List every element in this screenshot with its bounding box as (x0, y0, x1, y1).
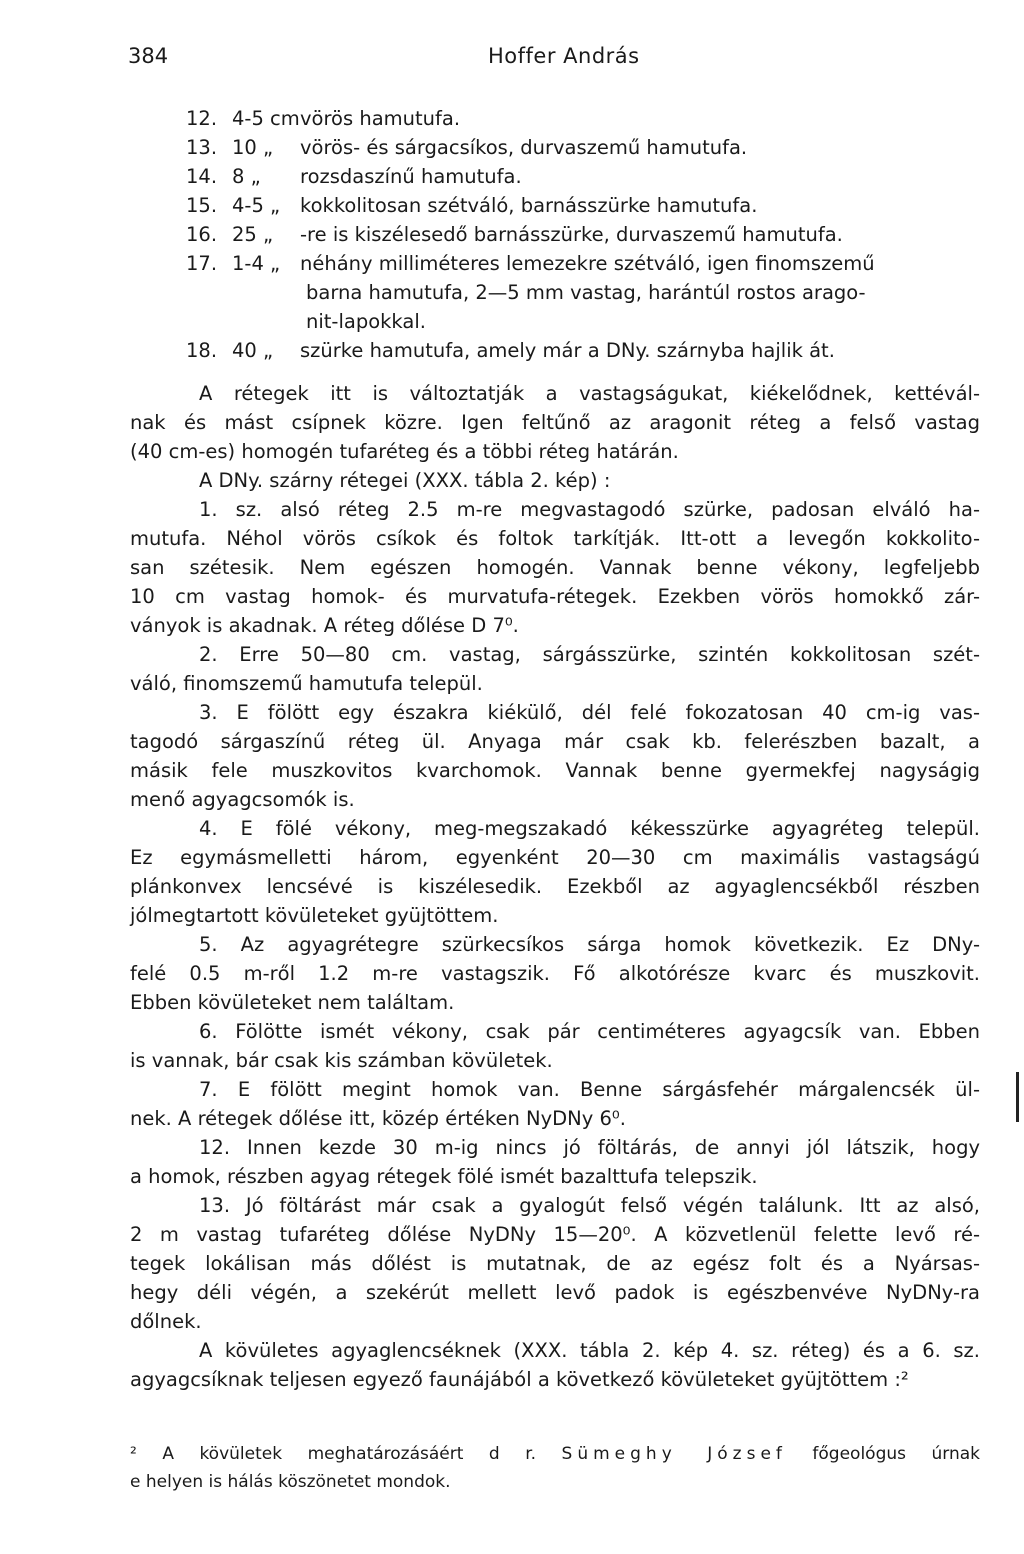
body-text (130, 379, 980, 1394)
text-line: A kövületes agyaglencséknek (XXX. tábla 2. kép 4. sz. réteg) és a 6. sz. (199, 1339, 980, 1362)
list-item-thickness: 1-4 „ (232, 252, 281, 275)
text-line: a homok, részben agyag rétegek fölé ismét bazalttufa telepszik. (130, 1165, 758, 1188)
footnote-line: e helyen is hálás köszönetet mondok. (130, 1472, 451, 1492)
text-line: 3. E fölött egy északra kiékülő, dél felé fokozatosan 40 cm-ig vas- (199, 701, 980, 724)
list-item (186, 133, 986, 162)
text-line: dőlnek. (130, 1310, 202, 1333)
list-item-text: szürke hamutufa, amely már a DNy. szárnyba hajlik át. (300, 339, 835, 362)
text-line: 2 m vastag tufaréteg dőlése NyDNy 15—20⁰. A közvetlenül felette levő ré- (130, 1223, 980, 1246)
text-line: nak és mást csípnek közre. Igen feltűnő az aragonit réteg a felső vastag (130, 411, 980, 434)
list-item-number: 12. (186, 107, 218, 130)
text-line: is vannak, bár csak kis számban kövületek. (130, 1049, 553, 1072)
text-line: A rétegek itt is változtatják a vastagságukat, kiékelődnek, kettévál- (199, 382, 980, 405)
list-item-number: 17. (186, 252, 218, 275)
list-item-thickness: 8 „ (232, 165, 261, 188)
list-item-text: -re is kiszélesedő barnásszürke, durvaszemű hamutufa. (300, 223, 843, 246)
text-line: tegek lokálisan más dőlést is mutatnak, de az egész folt és a Nyársas- (130, 1252, 980, 1275)
text-line: 4. E fölé vékony, meg-megszakadó kékesszürke agyagréteg települ. (199, 817, 980, 840)
list-item-number: 14. (186, 165, 218, 188)
list-item (186, 104, 986, 133)
text-line: 7. E fölött megint homok van. Benne sárgásfehér márgalencsék ül- (199, 1078, 980, 1101)
list-item-thickness: 25 „ (232, 223, 274, 246)
margin-mark (1016, 1072, 1019, 1122)
text-line: Ez egymásmelletti három, egyenként 20—30 cm maximális vastagságú (130, 846, 980, 869)
text-line: agyagcsíknak teljesen egyező faunájából a következő kövületeket gyüjtöttem :² (130, 1368, 909, 1391)
text-line: hegy déli végén, a szekérút mellett levő padok is egészbenvéve NyDNy-ra (130, 1281, 980, 1304)
page-header (0, 44, 1024, 74)
text-line: 1. sz. alsó réteg 2.5 m-re megvastagodó szürke, padosan elváló ha- (199, 498, 980, 521)
text-line: Ebben kövületeket nem találtam. (130, 991, 455, 1014)
text-line: mutufa. Néhol vörös csíkok és foltok tarkítják. Itt-ott a levegőn kokkolito- (130, 527, 980, 550)
list-item-text: vörös- és sárgacsíkos, durvaszemű hamutufa. (300, 136, 748, 159)
list-item-text: vörös hamutufa. (300, 107, 461, 130)
list-item-text: barna hamutufa, 2—5 mm vastag, harántúl rostos arago- (306, 281, 866, 304)
footnote-text: főgeológus úrnak (812, 1444, 981, 1464)
footnote-person-name: Sümeghy József (561, 1444, 787, 1464)
text-line: 2. Erre 50—80 cm. vastag, sárgásszürke, szintén kokkolitosan szét- (199, 643, 980, 666)
list-item-number: 16. (186, 223, 218, 246)
text-line: menő agyagcsomók is. (130, 788, 355, 811)
list-item-number: 13. (186, 136, 218, 159)
text-line: tagodó sárgaszínű réteg ül. Anyaga már csak kb. felerészben bazalt, a (130, 730, 980, 753)
list-item (186, 191, 986, 220)
list-item-number: 15. (186, 194, 218, 217)
list-item (186, 278, 986, 307)
text-line: váló, finomszemű hamutufa települ. (130, 672, 483, 695)
text-line: felé 0.5 m-ről 1.2 m-re vastagszik. Fő alkotórésze kvarc és muszkovit. (130, 962, 980, 985)
list-item (186, 249, 986, 278)
text-line: ványok is akadnak. A réteg dőlése D 7⁰. (130, 614, 519, 637)
text-line: 5. Az agyagrétegre szürkecsíkos sárga homok következik. Ez DNy- (199, 933, 980, 956)
text-line: 12. Innen kezde 30 m-ig nincs jó föltárás, de annyi jól látszik, hogy (199, 1136, 980, 1159)
text-line: plánkonvex lencsévé is kiszélesedik. Ezekből az agyaglencsékből részben (130, 875, 980, 898)
list-item-text: rozsdaszínű hamutufa. (300, 165, 522, 188)
list-item (186, 336, 986, 365)
text-line: jólmegtartott kövületeket gyüjtöttem. (130, 904, 499, 927)
footnote (130, 1440, 980, 1496)
text-line: másik fele muszkovitos kvarchomok. Vannak benne gyermekfej nagyságig (130, 759, 980, 782)
text-line: (40 cm-es) homogén tufaréteg és a többi réteg határán. (130, 440, 679, 463)
footnote-text: ² A kövületek meghatározásáért d r. (130, 1444, 537, 1464)
text-line: 6. Fölötte ismét vékony, csak pár centiméteres agyagcsík van. Ebben (199, 1020, 980, 1043)
list-item-number: 18. (186, 339, 218, 362)
text-line: 10 cm vastag homok- és murvatufa-rétegek. Ezekben vörös homokkő zár- (130, 585, 980, 608)
footnote-line (130, 1440, 980, 1468)
list-item-thickness: 10 „ (232, 136, 274, 159)
list-item-thickness: 40 „ (232, 339, 274, 362)
text-line: san szétesik. Nem egészen homogén. Vannak benne vékony, legfeljebb (130, 556, 980, 579)
layer-list (186, 104, 986, 365)
list-item (186, 162, 986, 191)
list-item-text: néhány milliméteres lemezekre szétváló, igen finomszemű (300, 252, 875, 275)
text-line: 13. Jó föltárást már csak a gyalogút felső végén találunk. Itt az alsó, (199, 1194, 980, 1217)
list-item-text: nit-lapokkal. (306, 310, 426, 333)
page-number: 384 (128, 44, 169, 68)
text-line: A DNy. szárny rétegei (XXX. tábla 2. kép) : (199, 469, 611, 492)
list-item (186, 307, 986, 336)
list-item-thickness: 4-5 „ (232, 194, 281, 217)
running-title: Hoffer András (488, 44, 640, 68)
list-item-thickness: 4-5 cm (232, 107, 300, 130)
list-item (186, 220, 986, 249)
text-line: nek. A rétegek dőlése itt, közép értéken NyDNy 6⁰. (130, 1107, 626, 1130)
list-item-text: kokkolitosan szétváló, barnásszürke hamutufa. (300, 194, 758, 217)
